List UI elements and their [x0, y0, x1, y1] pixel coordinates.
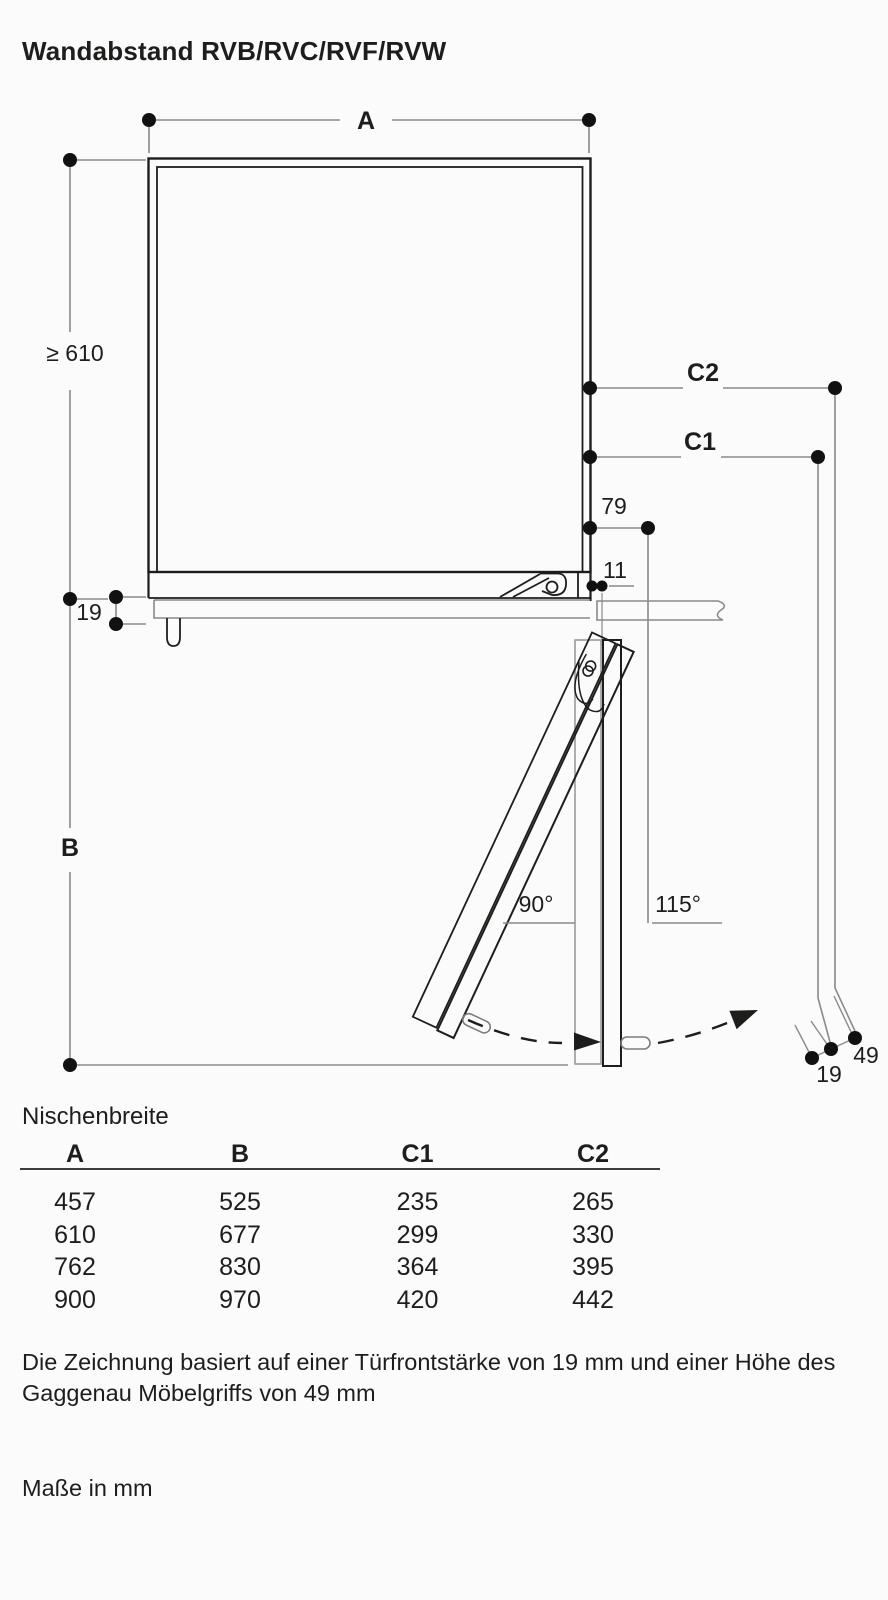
table-cell: 330 [572, 1220, 614, 1249]
dim-dot [583, 450, 597, 464]
table-caption: Nischenbreite [22, 1103, 169, 1130]
dim-label-79: 79 [601, 493, 627, 519]
table-row [0, 1284, 888, 1317]
dim-dot [109, 617, 123, 631]
dim-dot [63, 153, 77, 167]
dim-left-chain [70, 160, 568, 1065]
table-cell: 235 [396, 1188, 439, 1216]
table-header-c1: C1 [401, 1140, 434, 1168]
dim-label-b: B [60, 834, 80, 862]
units-note: Maße in mm [22, 1475, 153, 1501]
dim-label-49: 49 [853, 1042, 879, 1068]
door-swing-arrow-left [468, 1020, 601, 1051]
table-cell: 762 [54, 1253, 96, 1281]
page-title: Wandabstand RVB/RVC/RVF/RVW [22, 36, 447, 66]
table-cell: 830 [219, 1253, 261, 1281]
door-open-115 [412, 632, 660, 1050]
dim-dot [63, 1058, 77, 1072]
dim-dot [583, 381, 597, 395]
dim-dot [587, 581, 598, 592]
dim-label-c1: C1 [684, 428, 716, 456]
dim-dot [828, 381, 842, 395]
table-row [0, 1219, 888, 1252]
table-header-a: A [65, 1140, 85, 1168]
table-rule [20, 1168, 660, 1170]
dim-dot [63, 592, 77, 606]
drawing-note: Die Zeichnung basiert auf einer Türfrontstärke von 19 mm und einer Höhe des Gaggenau Möbelgriffs von 49 mm [22, 1349, 836, 1407]
table-header-row [0, 1138, 888, 1170]
dim-dot [824, 1042, 838, 1056]
dim-dot [641, 521, 655, 535]
table-cell: 420 [396, 1285, 439, 1314]
niche-width-table [0, 1138, 888, 1170]
dim-label-19-door: 19 [816, 1061, 842, 1087]
table-cell: 442 [572, 1285, 614, 1314]
table-row [0, 1251, 888, 1284]
dim-c1 [597, 457, 830, 1042]
dim-dot [142, 113, 156, 127]
dim-dot [582, 113, 596, 127]
table-cell: 457 [54, 1188, 96, 1216]
dim-label-19-left: 19 [76, 599, 102, 625]
table-cell: 265 [572, 1188, 614, 1216]
table-header-c2: C2 [577, 1140, 609, 1168]
door-swing-arrow-right [658, 1010, 758, 1043]
dim-label-11: 11 [603, 557, 627, 583]
table-cell: 525 [219, 1188, 261, 1216]
table-cell: 610 [54, 1220, 96, 1249]
door-handle [621, 1037, 650, 1049]
dim-label-min-height: ≥ 610 [46, 340, 104, 366]
table-rows [0, 1186, 888, 1316]
table-cell: 299 [396, 1220, 439, 1249]
angle-115 [652, 891, 722, 923]
dim-label-115deg: 115° [655, 891, 701, 917]
dim-label-a: A [356, 107, 376, 135]
table-cell: 970 [219, 1285, 261, 1314]
table-row [0, 1186, 888, 1219]
floor-strips [154, 600, 724, 620]
dim-dot [583, 521, 597, 535]
table-cell: 900 [54, 1285, 96, 1314]
dim-dot [109, 590, 123, 604]
dim-label-90deg: 90° [518, 891, 554, 917]
table-cell: 677 [219, 1220, 261, 1249]
table-cell: 364 [396, 1253, 439, 1281]
table-cell: 395 [572, 1253, 614, 1281]
dim-dot [811, 450, 825, 464]
dim-11 [602, 586, 634, 646]
cabinet-outline [149, 159, 591, 602]
dim-label-c2: C2 [687, 359, 719, 387]
dim-c2 [597, 388, 855, 1031]
table-header-b: B [230, 1140, 250, 1168]
installation-diagram [0, 88, 888, 1100]
hinge-detail-closed [500, 573, 578, 598]
appliance-foot [167, 618, 180, 646]
